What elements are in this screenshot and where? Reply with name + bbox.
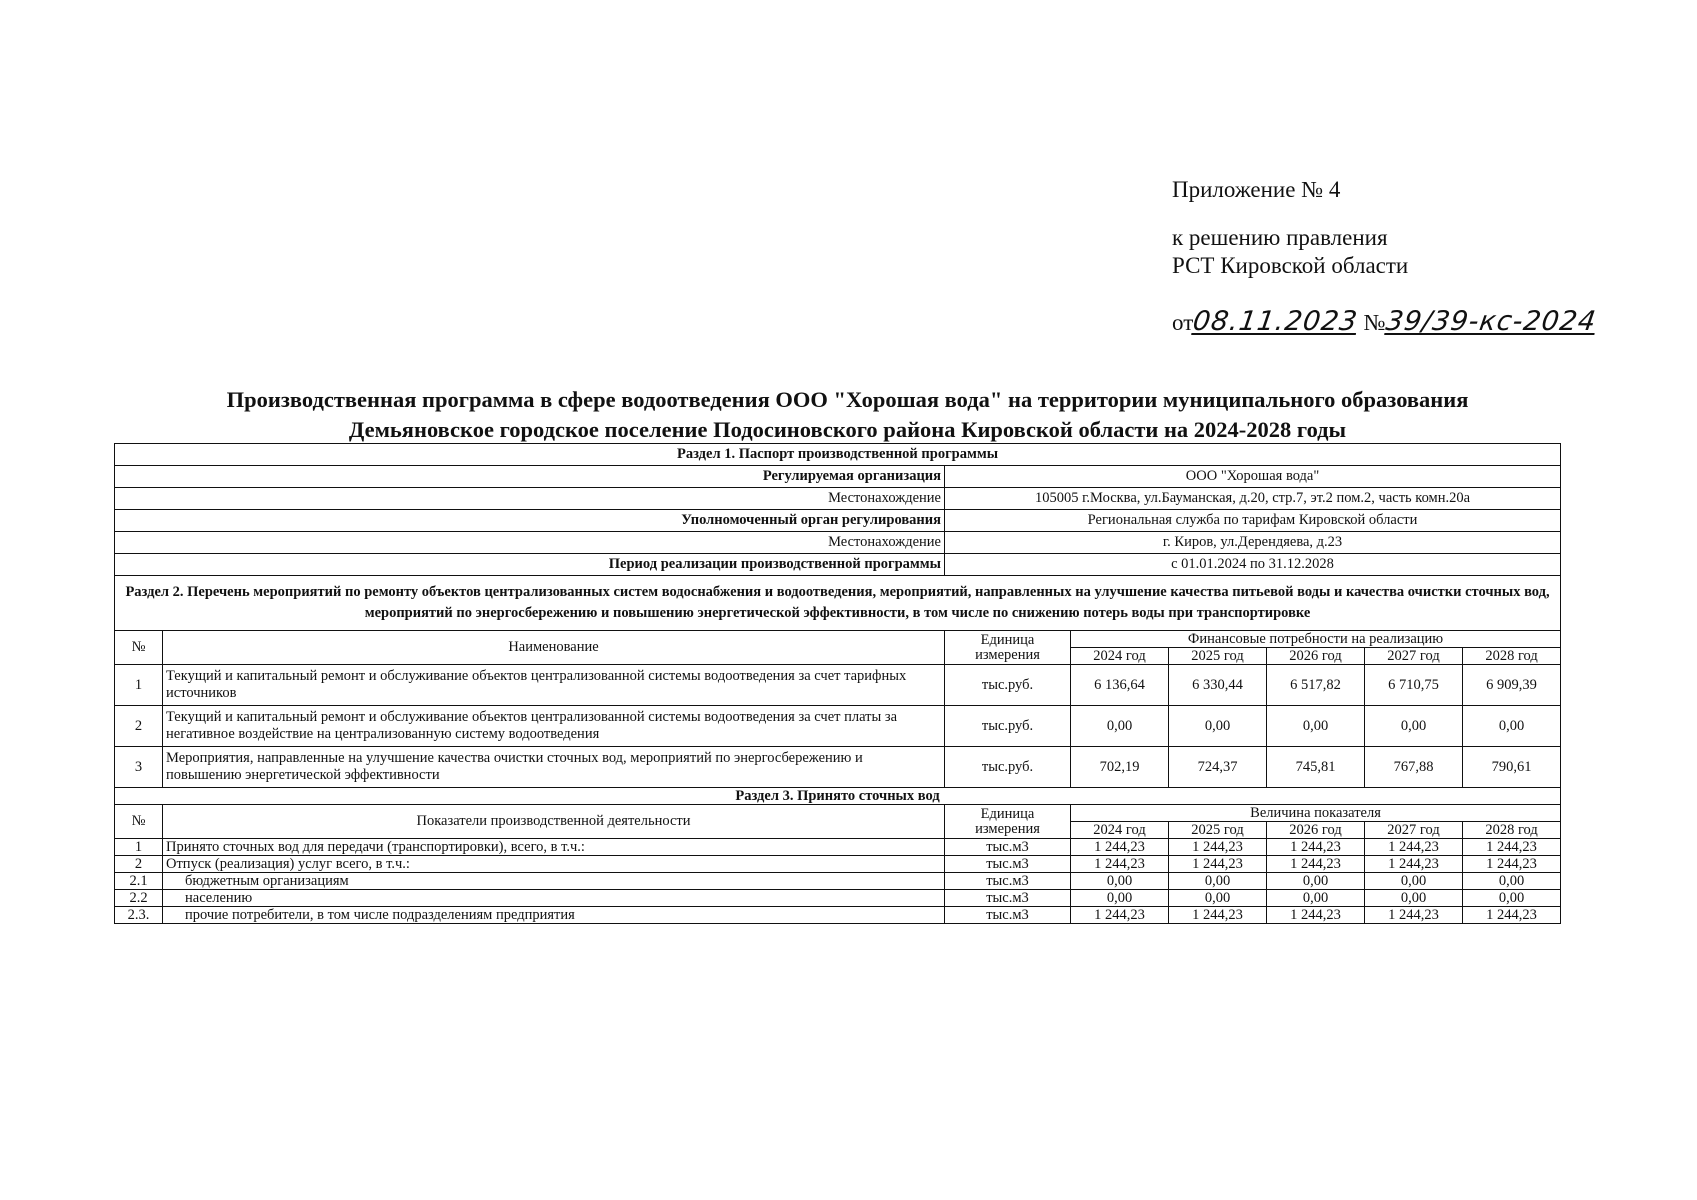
value-cell: 1 244,23	[1169, 839, 1267, 856]
value-cell: 1 244,23	[1071, 839, 1169, 856]
section2-header-row	[115, 631, 1561, 648]
passport-label: Местонахождение	[115, 532, 945, 554]
program-table	[114, 443, 1561, 924]
value-cell: 702,19	[1071, 747, 1169, 788]
decision-date-line	[1172, 306, 1598, 337]
year-header: 2025 год	[1169, 648, 1267, 665]
value-cell: 0,00	[1071, 706, 1169, 747]
indicator-row	[115, 873, 1561, 890]
value-cell: 0,00	[1169, 873, 1267, 890]
measure-unit: тыс.руб.	[945, 665, 1071, 706]
measure-name: Текущий и капитальный ремонт и обслуживание объектов централизованной системы водоотведения за счет тарифных источников	[163, 665, 945, 706]
indicator-row	[115, 907, 1561, 924]
year-header: 2024 год	[1071, 648, 1169, 665]
indicator-unit: тыс.м3	[945, 907, 1071, 924]
row-number: 1	[115, 665, 163, 706]
passport-row	[115, 488, 1561, 510]
row-number: 2.3.	[115, 907, 163, 924]
section1-heading: Раздел 1. Паспорт производственной программы	[115, 444, 1561, 466]
passport-value: ООО "Хорошая вода"	[945, 466, 1561, 488]
indicator-name: Отпуск (реализация) услуг всего, в т.ч.:	[163, 856, 945, 873]
value-cell: 1 244,23	[1267, 839, 1365, 856]
col-unit-header: Единица измерения	[945, 805, 1071, 839]
measure-name: Мероприятия, направленные на улучшение качества очистки сточных вод, мероприятий по энергосбережению и повышению энергетической эффективности	[163, 747, 945, 788]
measure-unit: тыс.руб.	[945, 706, 1071, 747]
value-cell: 0,00	[1071, 890, 1169, 907]
handwritten-number: 39/39-кс-2024	[1383, 306, 1598, 337]
value-cell: 745,81	[1267, 747, 1365, 788]
measure-name: Текущий и капитальный ремонт и обслуживание объектов централизованной системы водоотведения за счет платы за негативное воздействие на централизованную систему водоотведения	[163, 706, 945, 747]
indicator-name: бюджетным организациям	[163, 873, 945, 890]
indicator-unit: тыс.м3	[945, 890, 1071, 907]
value-cell: 0,00	[1169, 890, 1267, 907]
value-cell: 6 909,39	[1463, 665, 1561, 706]
passport-label: Период реализации производственной программы	[115, 554, 945, 576]
value-cell: 1 244,23	[1267, 907, 1365, 924]
appendix-line-2: РСТ Кировской области	[1172, 253, 1409, 278]
passport-label: Регулируемая организация	[115, 466, 945, 488]
indicator-name: прочие потребители, в том числе подразделениям предприятия	[163, 907, 945, 924]
passport-row	[115, 554, 1561, 576]
indicator-row	[115, 856, 1561, 873]
value-cell: 1 244,23	[1071, 856, 1169, 873]
value-cell: 1 244,23	[1267, 856, 1365, 873]
value-cell: 0,00	[1267, 706, 1365, 747]
value-cell: 767,88	[1365, 747, 1463, 788]
row-number: 1	[115, 839, 163, 856]
handwritten-date: 08.11.2023	[1191, 306, 1361, 337]
value-cell: 0,00	[1463, 890, 1561, 907]
value-cell: 1 244,23	[1365, 856, 1463, 873]
passport-value: г. Киров, ул.Дерендяева, д.23	[945, 532, 1561, 554]
value-cell: 1 244,23	[1071, 907, 1169, 924]
value-cell: 0,00	[1365, 890, 1463, 907]
indicator-unit: тыс.м3	[945, 856, 1071, 873]
value-cell: 0,00	[1365, 873, 1463, 890]
year-header: 2024 год	[1071, 822, 1169, 839]
passport-label: Местонахождение	[115, 488, 945, 510]
passport-value: Региональная служба по тарифам Кировской области	[945, 510, 1561, 532]
value-cell: 0,00	[1463, 706, 1561, 747]
indicator-name: Принято сточных вод для передачи (транспортировки), всего, в т.ч.:	[163, 839, 945, 856]
value-cell: 6 710,75	[1365, 665, 1463, 706]
measure-row	[115, 665, 1561, 706]
col-group-header: Величина показателя	[1071, 805, 1561, 822]
year-header: 2028 год	[1463, 822, 1561, 839]
value-cell: 0,00	[1169, 706, 1267, 747]
measure-unit: тыс.руб.	[945, 747, 1071, 788]
year-header: 2027 год	[1365, 822, 1463, 839]
indicator-unit: тыс.м3	[945, 873, 1071, 890]
value-cell: 0,00	[1365, 706, 1463, 747]
passport-value: 105005 г.Москва, ул.Бауманская, д.20, стр.7, эт.2 пом.2, часть комн.20а	[945, 488, 1561, 510]
value-cell: 0,00	[1267, 890, 1365, 907]
col-name-header: Показатели производственной деятельности	[163, 805, 945, 839]
value-cell: 1 244,23	[1365, 839, 1463, 856]
year-header: 2027 год	[1365, 648, 1463, 665]
value-cell: 1 244,23	[1169, 907, 1267, 924]
value-cell: 0,00	[1071, 873, 1169, 890]
title-line-2: Демьяновское городское поселение Подосиновского района Кировской области на 2024-2028 годы	[348, 417, 1347, 442]
title-line-1: Производственная программа в сфере водоотведения ООО "Хорошая вода" на территории муниципального образования	[226, 387, 1469, 412]
appendix-block	[1172, 176, 1598, 337]
value-cell: 1 244,23	[1463, 907, 1561, 924]
number-sign: №	[1363, 310, 1386, 335]
value-cell: 6 517,82	[1267, 665, 1365, 706]
appendix-line-1: к решению правления	[1172, 225, 1388, 250]
section2-heading-row	[115, 576, 1561, 631]
section2-heading: Раздел 2. Перечень мероприятий по ремонту объектов централизованных систем водоснабжения и водоотведения, мероприятий, направленных на улучшение качества питьевой воды и качества очистки сточных вод, мероприятий по энергосбережению и повышению энергетической эффективности, в том числе по снижению потерь воды при транспортировке	[115, 576, 1561, 631]
appendix-title: Приложение № 4	[1172, 177, 1341, 202]
row-number: 3	[115, 747, 163, 788]
col-number-header: №	[115, 631, 163, 665]
indicator-row	[115, 890, 1561, 907]
measure-row	[115, 747, 1561, 788]
from-prefix: от	[1172, 310, 1194, 335]
value-cell: 1 244,23	[1463, 839, 1561, 856]
indicator-row	[115, 839, 1561, 856]
value-cell: 6 136,64	[1071, 665, 1169, 706]
year-header: 2028 год	[1463, 648, 1561, 665]
passport-row	[115, 532, 1561, 554]
col-number-header: №	[115, 805, 163, 839]
row-number: 2	[115, 856, 163, 873]
value-cell: 790,61	[1463, 747, 1561, 788]
value-cell: 724,37	[1169, 747, 1267, 788]
year-header: 2026 год	[1267, 648, 1365, 665]
year-header: 2026 год	[1267, 822, 1365, 839]
document-title	[115, 385, 1580, 445]
value-cell: 1 244,23	[1365, 907, 1463, 924]
section3-header-row	[115, 805, 1561, 822]
year-header: 2025 год	[1169, 822, 1267, 839]
indicator-name: населению	[163, 890, 945, 907]
row-number: 2	[115, 706, 163, 747]
col-group-header: Финансовые потребности на реализацию	[1071, 631, 1561, 648]
passport-value: с 01.01.2024 по 31.12.2028	[945, 554, 1561, 576]
passport-row	[115, 466, 1561, 488]
value-cell: 0,00	[1463, 873, 1561, 890]
value-cell: 6 330,44	[1169, 665, 1267, 706]
measure-row	[115, 706, 1561, 747]
col-unit-header: Единица измерения	[945, 631, 1071, 665]
row-number: 2.1	[115, 873, 163, 890]
indicator-unit: тыс.м3	[945, 839, 1071, 856]
passport-row	[115, 510, 1561, 532]
value-cell: 1 244,23	[1169, 856, 1267, 873]
value-cell: 1 244,23	[1463, 856, 1561, 873]
value-cell: 0,00	[1267, 873, 1365, 890]
col-name-header: Наименование	[163, 631, 945, 665]
row-number: 2.2	[115, 890, 163, 907]
section3-heading: Раздел 3. Принято сточных вод	[115, 788, 1561, 805]
passport-label: Уполномоченный орган регулирования	[115, 510, 945, 532]
section3-heading-row	[115, 788, 1561, 805]
